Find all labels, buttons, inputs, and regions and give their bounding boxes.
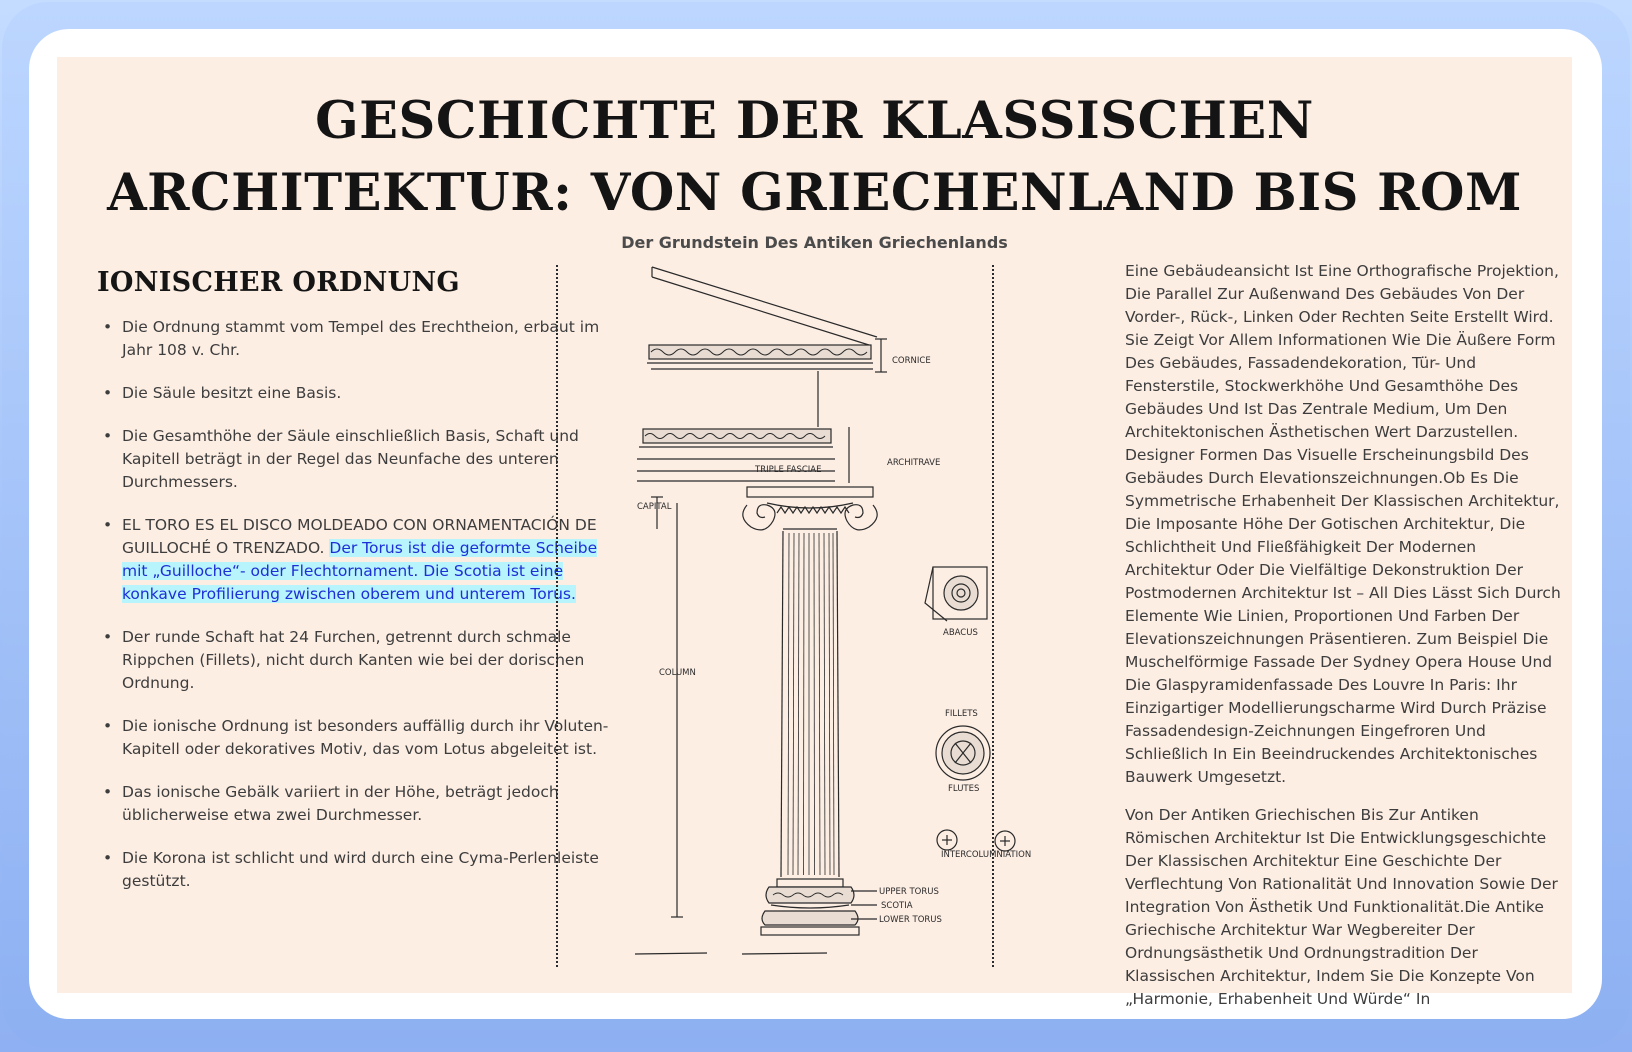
- label-scotia: SCOTIA: [881, 901, 913, 911]
- label-architrave: ARCHITRAVE: [887, 458, 941, 468]
- page-title-line-1: GESCHICHTE DER KLASSISCHEN: [315, 91, 1314, 151]
- page-title-line-2: ARCHITEKTUR: VON GRIECHENLAND BIS ROM: [107, 163, 1522, 223]
- ionic-order-list: [97, 316, 627, 893]
- ionic-order-diagram: [637, 267, 1057, 987]
- elevation-paragraph: Eine Gebäudeansicht Ist Eine Orthografische Projektion, Die Parallel Zur Außenwand Des Gebäudes Von Der Vorder-, Rück-, Linken Oder Rechten Seite Erstellt Wird. Sie Zeigt Vor Allem Informationen Wie Die Äußere Form Des Gebäudes, Fassadendekoration, Tür- Und Fensterstile, Stockwerkhöhe Und Gesamthöhe Des Gebäudes Und Ist Das Zentrale Medium, Um Den Architektonischen Ästhetischen Wert Darzustellen. Designer Formen Das Visuelle Erscheinungsbild Des Gebäudes Durch Elevationszeichnungen.Ob Es Die Symmetrische Erhabenheit Der Klassischen Architektur, Die Imposante Höhe Der Gotischen Architektur, Die Schlichtheit Und Fließfähigkeit Der Modernen Architektur Oder Die Vielfältige Dekonstruktion Der Postmodernen Architektur Ist – All Dies Lässt Sich Durch Elemente Wie Linien, Proportionen Und Farben Der Elevationszeichnungen Präsentieren. Zum Beispiel Die Muschelförmige Fassade Der Sydney Opera House Und Die Glaspyramidenfassade Des Louvre In Paris: Ihr Einzigartiger Modellierungscharme Wird Durch Präzise Fassadendesign-Zeichnungen Eingefroren Und Schließlich In Ein Beeindruckendes Architektonisches Bauwerk Umgesetzt.: [1125, 262, 1561, 786]
- label-capital: CAPITAL: [637, 502, 672, 512]
- list-item: • Die Korona ist schlicht und wird durch eine Cyma-Perlenleiste gestützt.: [97, 847, 627, 893]
- list-item: • Die Gesamthöhe der Säule einschließlich Basis, Schaft und Kapitell beträgt in der Regel das Neunfache des unteren Durchmessers.: [97, 425, 627, 494]
- history-paragraph: Von Der Antiken Griechischen Bis Zur Antiken Römischen Architektur Ist Die Entwicklungsgeschichte Der Klassischen Architektur Eine Geschichte Der Verflechtung Von Rationalität Und Innovation Sowie Der Integration Von Ästhetik Und Funktionalität.Die Antike Griechische Architektur War Wegbereiter Der Ordnungsästhetik Und Ordnungstradition Der Klassischen Architektur, Indem Sie Die Konzepte Von „Harmonie, Erhabenheit Und Würde“ In: [1125, 806, 1558, 1008]
- list-item: • Das ionische Gebälk variiert in der Höhe, beträgt jedoch üblicherweise etwa zwei Durchmesser.: [97, 781, 627, 827]
- torus-spanish-text: EL TORO ES EL DISCO MOLDEADO CON ORNAMENTACIÓN DE GUILLOCHÉ O TRENZADO.: [122, 516, 597, 557]
- left-column: [97, 267, 627, 913]
- column-divider-left: [556, 265, 558, 967]
- label-lower-torus: LOWER TORUS: [879, 915, 942, 925]
- page-title: [57, 85, 1572, 229]
- label-fillets: FILLETS: [945, 709, 978, 719]
- label-upper-torus: UPPER TORUS: [879, 887, 939, 897]
- list-item: • Die Säule besitzt eine Basis.: [97, 382, 627, 405]
- list-item: • Die ionische Ordnung ist besonders auffällig durch ihr Voluten-Kapitell oder dekoratives Motiv, das vom Lotus abgeleitet ist.: [97, 715, 627, 761]
- label-abacus: ABACUS: [943, 628, 978, 638]
- highlighted-text[interactable]: Der Torus ist die geformte Scheibe mit „Guilloche“- oder Flechtornament. Die Scotia ist eine konkave Profilierung zwischen oberem und unterem Torus.: [122, 539, 598, 603]
- list-item: • Der runde Schaft hat 24 Furchen, getrennt durch schmale Rippchen (Fillets), nicht durch Kanten wie bei der dorischen Ordnung.: [97, 626, 627, 695]
- label-cornice: CORNICE: [892, 356, 931, 366]
- ionic-column-drawing: [637, 267, 1057, 987]
- label-triple-fasciae: TRIPLE FASCIAE: [755, 465, 822, 475]
- page-subtitle: Der Grundstein Des Antiken Griechenlands: [621, 233, 1008, 252]
- section-heading: IONISCHER ORDNUNG: [97, 267, 460, 298]
- right-column: [1125, 260, 1565, 1026]
- document-page: [57, 57, 1572, 1008]
- label-flutes: FLUTES: [948, 784, 980, 794]
- list-item-torus: [97, 514, 627, 606]
- label-intercolumniation: INTERCOLUMNIATION: [941, 850, 1032, 860]
- label-column: COLUMN: [659, 668, 696, 678]
- list-item: • Die Ordnung stammt vom Tempel des Erechtheion, erbaut im Jahr 108 v. Chr.: [97, 316, 627, 362]
